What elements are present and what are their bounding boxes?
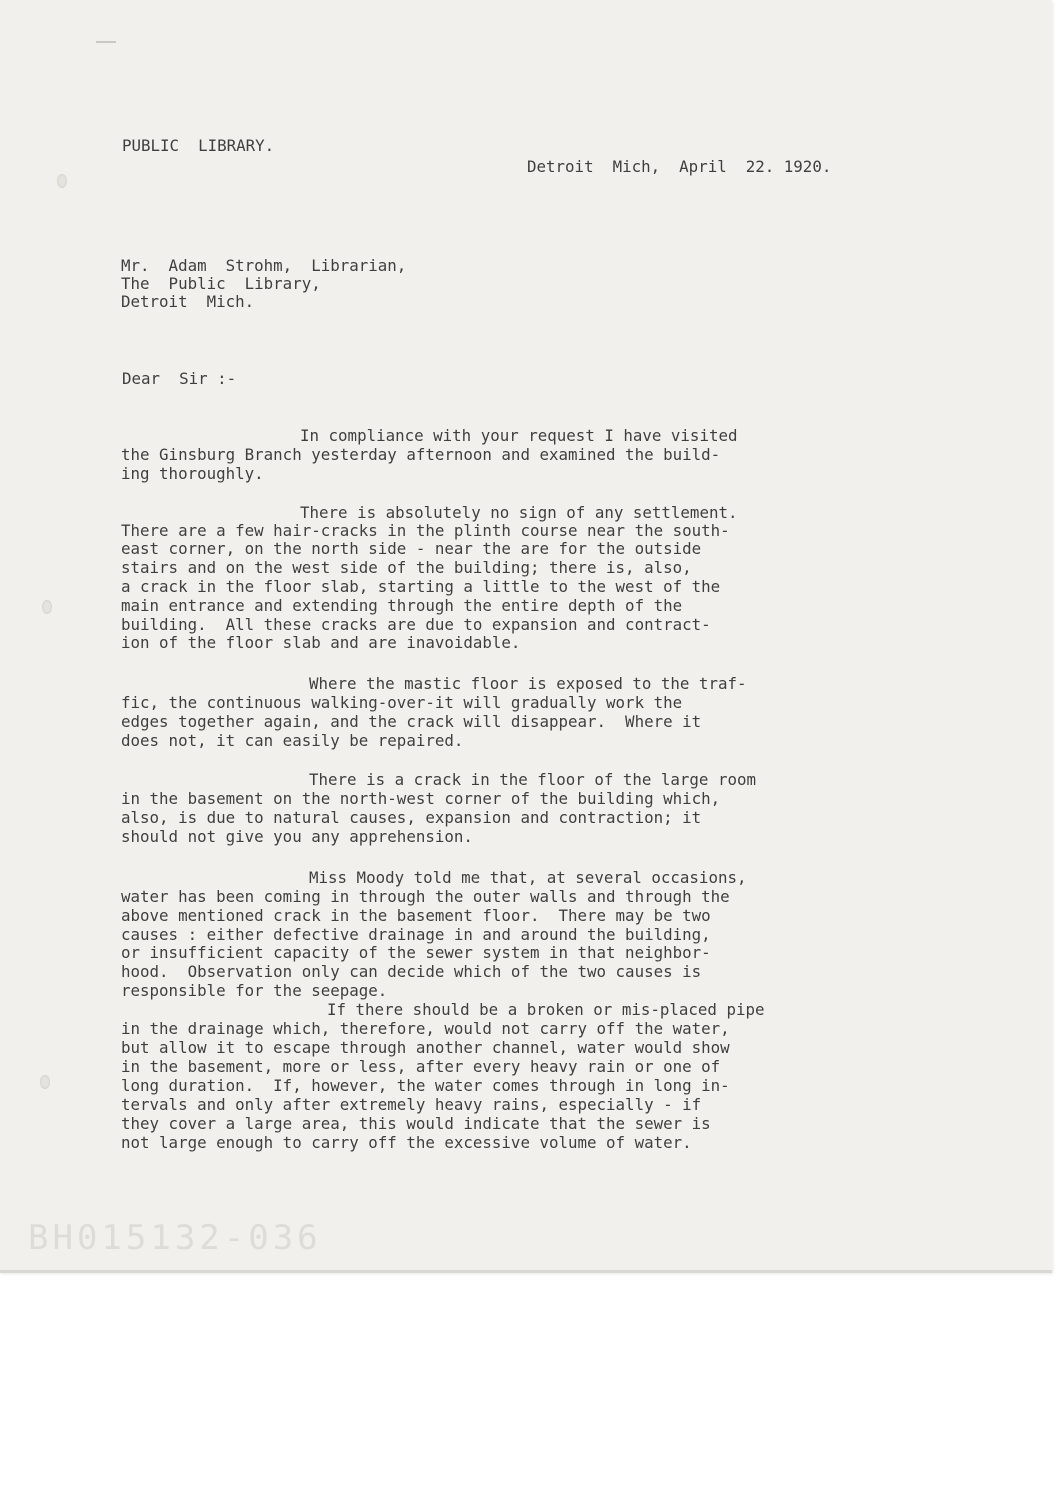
- body-line: above mentioned crack in the basement floor. There may be two: [121, 906, 711, 925]
- body-line: There is a crack in the floor of the large room: [309, 770, 756, 789]
- body-line: in the drainage which, therefore, would not carry off the water,: [121, 1019, 730, 1038]
- pencil-mark: [96, 41, 116, 43]
- archive-stamp: BH015132-036: [28, 1218, 322, 1258]
- body-line: fic, the continuous walking-over-it will gradually work the: [121, 693, 683, 712]
- punch-hole-middle: [42, 600, 52, 614]
- body-line: a crack in the floor slab, starting a little to the west of the: [121, 577, 721, 596]
- body-line: water has been coming in through the outer walls and through the: [121, 887, 730, 906]
- body-line: long duration. If, however, the water comes through in long in-: [121, 1076, 730, 1095]
- body-line: tervals and only after extremely heavy rains, especially - if: [121, 1095, 702, 1114]
- sheet-edge: [0, 1270, 1052, 1273]
- body-line: stairs and on the west side of the building; there is, also,: [121, 558, 692, 577]
- body-line: the Ginsburg Branch yesterday afternoon and examined the build-: [121, 445, 721, 464]
- body-line: building. All these cracks are due to expansion and contract-: [121, 615, 711, 634]
- recipient-line: Detroit Mich.: [121, 292, 255, 311]
- recipient-line: Mr. Adam Strohm, Librarian,: [121, 256, 407, 275]
- body-line: they cover a large area, this would indicate that the sewer is: [121, 1114, 711, 1133]
- body-line: ing thoroughly.: [121, 464, 264, 483]
- body-line: also, is due to natural causes, expansion and contraction; it: [121, 808, 702, 827]
- letterhead: PUBLIC LIBRARY.: [122, 136, 275, 155]
- body-line: Where the mastic floor is exposed to the traf-: [309, 674, 747, 693]
- body-line: in the basement, more or less, after every heavy rain or one of: [121, 1057, 721, 1076]
- body-line: does not, it can easily be repaired.: [121, 731, 464, 750]
- body-line: hood. Observation only can decide which of the two causes is: [121, 962, 702, 981]
- body-line: not large enough to carry off the excessive volume of water.: [121, 1133, 692, 1152]
- body-line: main entrance and extending through the entire depth of the: [121, 596, 683, 615]
- salutation: Dear Sir :-: [122, 369, 237, 388]
- body-line: causes : either defective drainage in and around the building,: [121, 925, 711, 944]
- body-line: east corner, on the north side - near the are for the outside: [121, 539, 702, 558]
- punch-hole-top: [57, 174, 67, 188]
- recipient-line: The Public Library,: [121, 274, 321, 293]
- body-line: responsible for the seepage.: [121, 981, 388, 1000]
- body-line: In compliance with your request I have visited: [300, 426, 738, 445]
- body-line: in the basement on the north-west corner of the building which,: [121, 789, 721, 808]
- body-line: If there should be a broken or mis-placed pipe: [327, 1000, 765, 1019]
- body-line: or insufficient capacity of the sewer system in that neighbor-: [121, 943, 711, 962]
- body-line: There is absolutely no sign of any settlement.: [300, 503, 738, 522]
- body-line: should not give you any apprehension.: [121, 827, 473, 846]
- body-line: but allow it to escape through another channel, water would show: [121, 1038, 730, 1057]
- punch-hole-bottom: [40, 1075, 50, 1089]
- body-line: ion of the floor slab and are inavoidable.: [121, 633, 521, 652]
- letter-date: Detroit Mich, April 22. 1920.: [527, 157, 832, 176]
- body-line: Miss Moody told me that, at several occasions,: [309, 868, 747, 887]
- body-line: edges together again, and the crack will disappear. Where it: [121, 712, 702, 731]
- body-line: There are a few hair-cracks in the plinth course near the south-: [121, 521, 730, 540]
